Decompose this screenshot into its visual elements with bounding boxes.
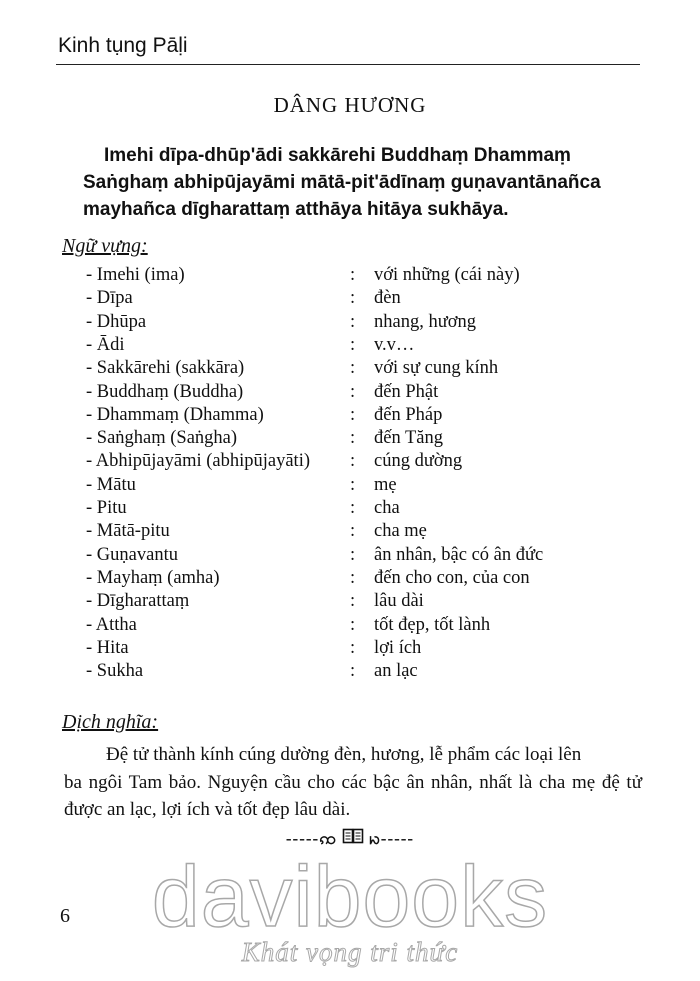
watermark-tagline: Khát vọng tri thức	[241, 937, 459, 967]
vocabulary-term: - Buddhaṃ (Buddha)	[86, 381, 244, 402]
vocabulary-term: - Dīpa	[86, 288, 133, 309]
vocabulary-term: - Sakkārehi (sakkāra)	[86, 358, 245, 379]
translation-paragraph	[64, 741, 642, 824]
vocabulary-term: - Mātā-pitu	[86, 521, 170, 542]
vocabulary-meaning: với sự cung kính	[374, 358, 499, 379]
vocabulary-term: - Mayhaṃ (amha)	[86, 567, 220, 588]
pali-line: Saṅghaṃ abhipūjayāmi mātā-pit'ādīnaṃ guṇavantānañca	[83, 172, 601, 193]
pali-line: mayhañca dīgharattaṃ atthāya hitāya sukhāya.	[83, 199, 509, 220]
vocabulary-term: - Pitu	[86, 498, 127, 518]
vocabulary-meaning: lợi ích	[374, 637, 422, 658]
vocabulary-separator: :	[350, 288, 356, 309]
translation-first-line: Đệ tử thành kính cúng dường đèn, hương, lễ phẩm các loại lên	[106, 744, 582, 765]
vocabulary-term: - Saṅghaṃ (Saṅgha)	[86, 428, 238, 449]
vocabulary-term: - Sukha	[86, 661, 144, 682]
vocabulary-separator: :	[350, 591, 356, 612]
vocabulary-term: - Ādi	[86, 334, 125, 355]
vocabulary-separator: :	[350, 451, 356, 472]
vocabulary-term: - Mātu	[86, 474, 136, 495]
vocabulary-separator: :	[350, 311, 356, 332]
vocabulary-separator: :	[350, 334, 356, 355]
vocabulary-meaning: đèn	[374, 288, 401, 309]
vocabulary-meaning: đến Pháp	[374, 404, 443, 425]
vocabulary-term: - Dhammaṃ (Dhamma)	[86, 404, 264, 425]
watermark-brand: davibooks	[151, 849, 549, 945]
vocabulary-term: - Dhūpa	[86, 311, 147, 332]
open-book-icon	[342, 828, 364, 850]
vocabulary-separator: :	[350, 358, 356, 379]
vocabulary-meaning: cha mẹ	[374, 521, 427, 542]
vocabulary-term: - Abhipūjayāmi (abhipūjayāti)	[86, 451, 310, 472]
vocabulary-separator: :	[350, 567, 356, 588]
vocabulary-meaning: lâu dài	[374, 591, 424, 612]
ornament-right: ꩢ-----	[369, 829, 415, 848]
vocabulary-meaning: đến Tăng	[374, 428, 444, 449]
vocabulary-heading: Ngữ vựng:	[62, 235, 148, 257]
vocabulary-separator: :	[350, 404, 356, 425]
vocabulary-meaning: mẹ	[374, 474, 397, 495]
vocabulary-meaning: với những (cái này)	[374, 265, 520, 285]
vocabulary-meaning: nhang, hương	[374, 311, 477, 332]
vocabulary-meaning: đến Phật	[374, 381, 439, 402]
vocabulary-meaning: ân nhân, bậc có ân đức	[374, 544, 544, 565]
vocabulary-separator: :	[350, 661, 356, 682]
vocabulary-term: - Guṇavantu	[86, 544, 178, 565]
vocabulary-separator: :	[350, 265, 356, 285]
vocabulary-meaning: v.v…	[374, 334, 415, 355]
vocabulary-term: - Dīgharattaṃ	[86, 591, 190, 612]
vocabulary-meaning: cúng dường	[374, 451, 463, 472]
running-header: Kinh tụng Pāḷi	[58, 34, 188, 57]
vocabulary-separator: :	[350, 474, 356, 495]
vocabulary-term: - Attha	[86, 614, 137, 635]
vocabulary-separator: :	[350, 544, 356, 565]
translation-heading: Dịch nghĩa:	[62, 711, 159, 733]
page-number: 6	[60, 905, 70, 927]
vocabulary-meaning: đến cho con, của con	[374, 567, 530, 588]
vocabulary-separator: :	[350, 498, 356, 518]
vocabulary-term: - Hita	[86, 637, 129, 658]
vocabulary-separator: :	[350, 637, 356, 658]
vocabulary-meaning: cha	[374, 498, 400, 518]
translation-rest: ba ngôi Tam bảo. Nguyện cầu cho các bậc ân nhân, nhất là cha mẹ đệ tử được an lạc, lợi ích và tốt đẹp lâu dài.	[64, 771, 642, 820]
vocabulary-meaning: an lạc	[374, 661, 418, 682]
vocabulary-separator: :	[350, 521, 356, 542]
pali-line: Imehi dīpa-dhūp'ādi sakkārehi Buddhaṃ Dhammaṃ	[104, 145, 571, 166]
chant-title: DÂNG HƯƠNG	[273, 93, 427, 117]
pali-verse	[83, 142, 644, 223]
ornament-left: -----ꩡ	[285, 829, 337, 848]
header-divider	[56, 64, 640, 65]
vocabulary-term: - Imehi (ima)	[86, 265, 185, 285]
vocabulary-separator: :	[350, 428, 356, 449]
vocabulary-separator: :	[350, 614, 356, 635]
vocabulary-separator: :	[350, 381, 356, 402]
vocabulary-meaning: tốt đẹp, tốt lành	[374, 614, 491, 635]
